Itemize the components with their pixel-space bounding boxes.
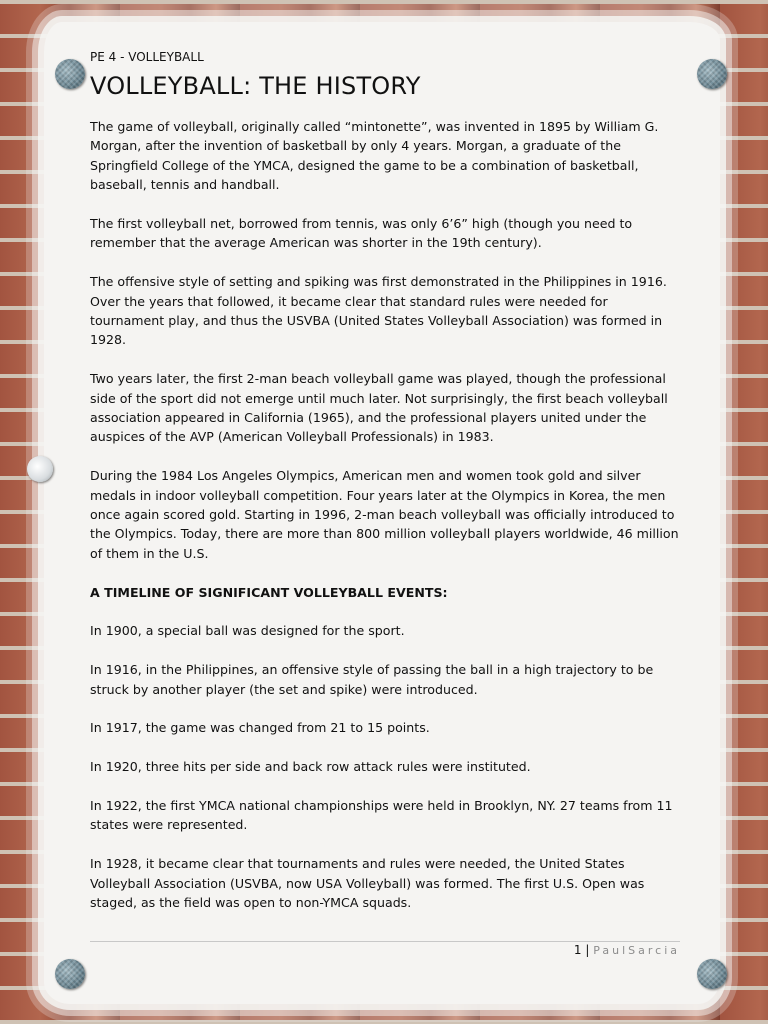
timeline-item: In 1900, a special ball was designed for the sport. [90,623,405,639]
document-header: PE 4 - VOLLEYBALL [90,50,204,64]
page-number: 1 [573,943,582,957]
pushpin-icon [55,959,85,989]
author-name: PaulSarcia [593,944,680,957]
footer-divider [90,941,680,942]
paragraph: During the 1984 Los Angeles Olympics, American men and women took gold and silver medals in indoor volleyball competition. Four years later at the Olympics in Korea, the men once again scored gold. Starting in 1996, 2-man beach volleyball was officially introduced to the Olympics. Today, there are more than 800 million volleyball players worldwide, 46 million of them in the U.S. [90,468,679,561]
timeline-heading: A TIMELINE OF SIGNIFICANT VOLLEYBALL EVENTS: [90,584,448,600]
timeline-item: In 1922, the first YMCA national championships were held in Brooklyn, NY. 27 teams from 11 states were represented. [90,798,673,833]
pushpin-icon [697,59,727,89]
timeline-item: In 1916, in the Philippines, an offensive style of passing the ball in a high trajectory to be struck by another player (the set and spike) were introduced. [90,662,654,697]
document-body [90,50,682,932]
pushpin-icon [55,59,85,89]
page-footer [574,943,680,957]
timeline-item: In 1928, it became clear that tournaments and rules were needed, the United States Volleyball Association (USVBA, now USA Volleyball) was formed. The first U.S. Open was staged, as the field was open to non-YMCA squads. [90,856,645,911]
paragraph: The first volleyball net, borrowed from tennis, was only 6’6” high (though you need to remember that the average American was shorter in the 19th century). [90,216,633,251]
page-title: VOLLEYBALL: THE HISTORY [90,72,421,100]
paragraph: Two years later, the first 2-man beach volleyball game was played, though the professional side of the sport did not emerge until much later. Not surprisingly, the first beach volleyball association appeared in California (1965), and the professional players united under the auspices of the AVP (American Volleyball Professionals) in 1983. [90,371,668,445]
pushpin-icon [697,959,727,989]
pushpin-icon [27,456,53,482]
timeline-item: In 1920, three hits per side and back row attack rules were instituted. [90,759,531,775]
paragraph: The game of volleyball, originally called “mintonette”, was invented in 1895 by William G. Morgan, after the invention of basketball by only 4 years. Morgan, a graduate of the Springfield College of the YMCA, designed the game to be a combination of basketball, baseball, tennis and handball. [90,119,659,193]
footer-separator: | [585,943,590,957]
timeline-item: In 1917, the game was changed from 21 to 15 points. [90,720,430,736]
paragraph: The offensive style of setting and spiking was first demonstrated in the Philippines in 1916. Over the years that followed, it became clear that standard rules were needed for tournament play, and thus the USVBA (United States Volleyball Association) was formed in 1928. [90,274,667,348]
